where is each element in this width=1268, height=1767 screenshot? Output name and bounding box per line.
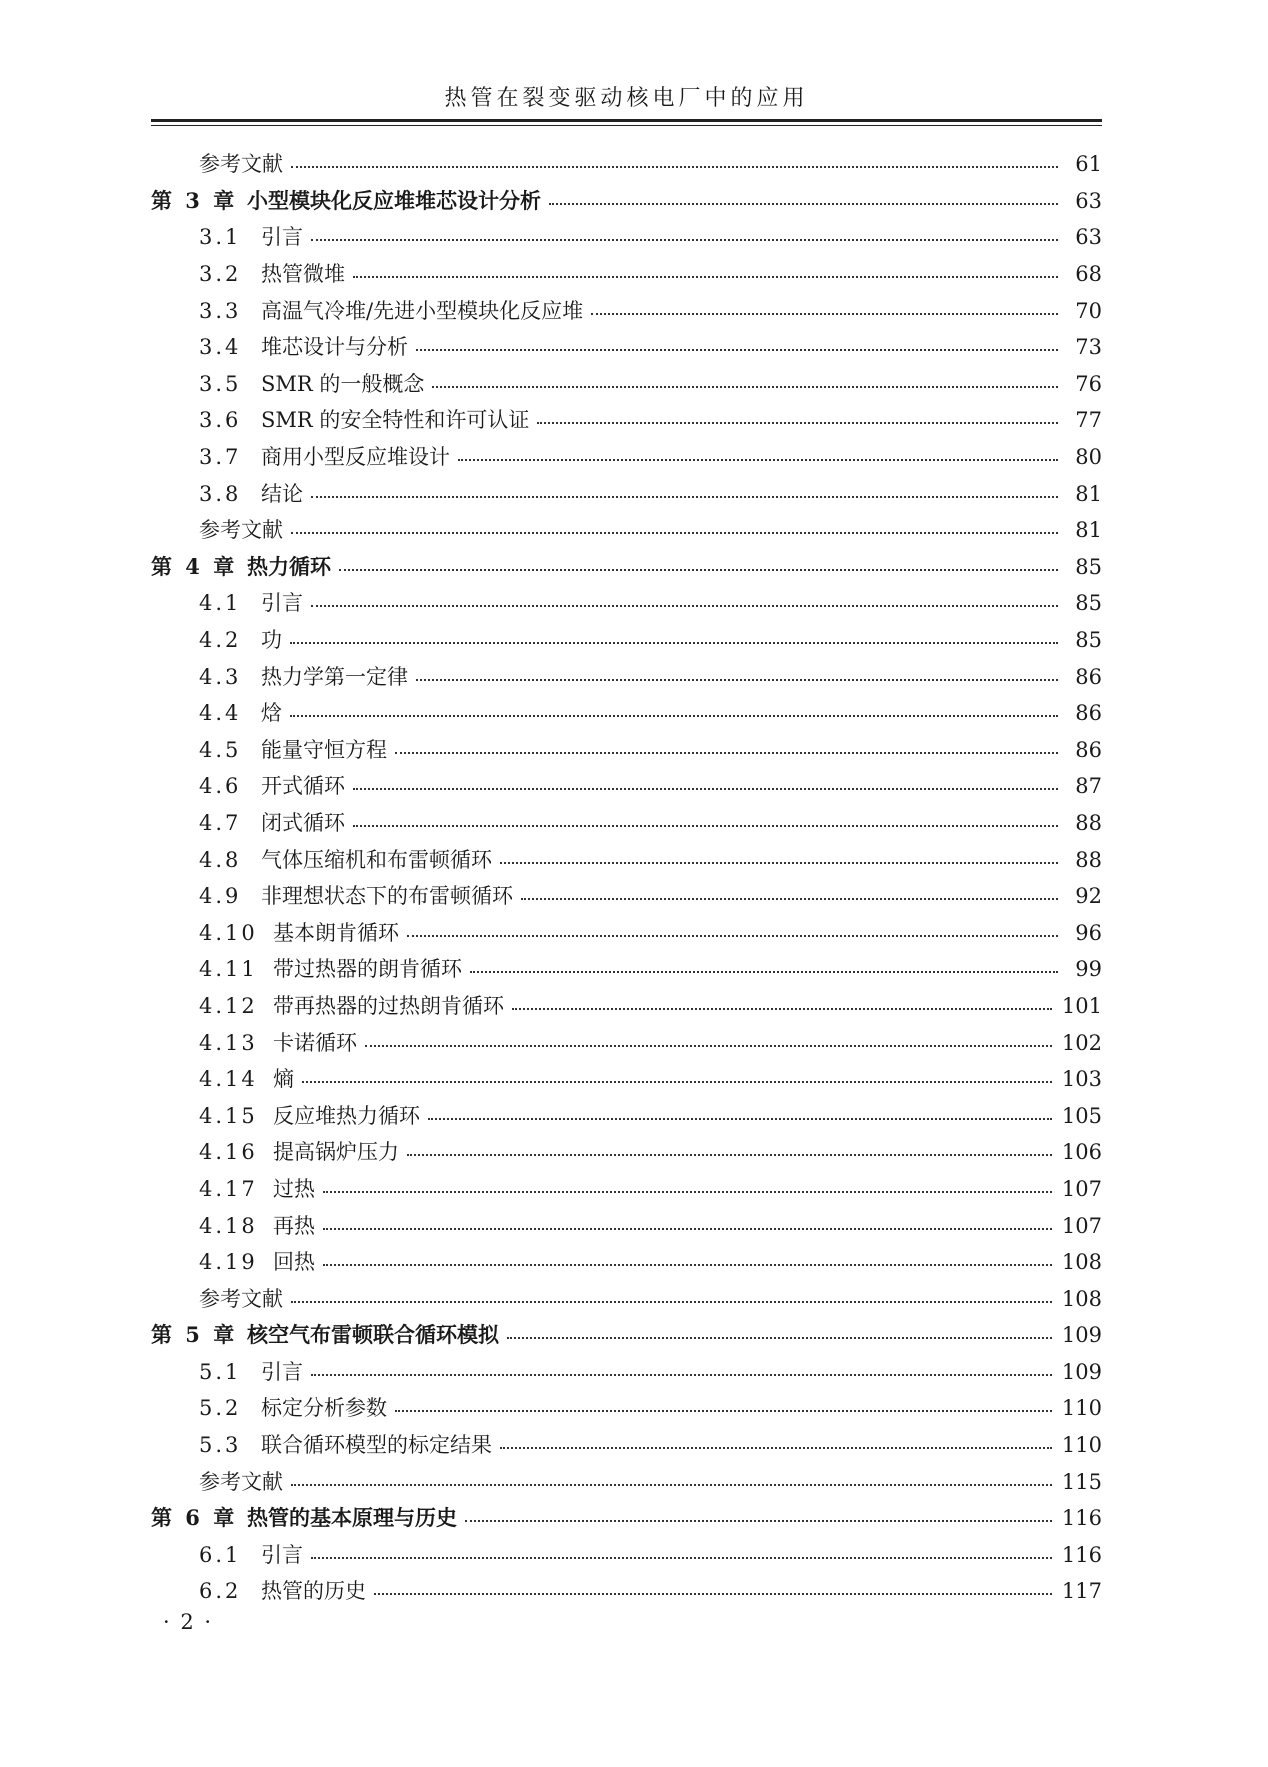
toc-entry-page-number: 68 [1075, 262, 1102, 287]
toc-entry-number: 6.1 [199, 1542, 242, 1567]
toc-entry-page-number: 86 [1075, 701, 1102, 726]
toc-entry-page-number: 86 [1075, 737, 1102, 762]
toc-entry-number: 4.5 [199, 737, 242, 762]
toc-entry-number: 4.3 [199, 664, 242, 689]
toc-entry-page-number: 105 [1061, 1103, 1102, 1128]
toc-section-entry [151, 1537, 1102, 1574]
toc-entry-title: 引言 [261, 1542, 303, 1567]
toc-entry-number: 第 3 章 [151, 187, 238, 213]
toc-entry-page-number: 73 [1075, 335, 1102, 360]
toc-entry-number: 3.8 [199, 481, 242, 506]
dot-leader [500, 862, 1058, 864]
toc-entry-title: 引言 [261, 225, 303, 250]
toc-entry-page-number: 107 [1061, 1213, 1102, 1238]
dot-leader [311, 239, 1058, 241]
toc-entry-number: 6.2 [199, 1579, 242, 1604]
toc-entry-title: 参考文献 [199, 518, 283, 543]
toc-entry-number: 4.18 [199, 1213, 258, 1238]
toc-entry-title: 参考文献 [199, 1286, 283, 1311]
header-rule-thick [151, 119, 1102, 122]
toc-entry-number: 4.1 [199, 591, 242, 616]
toc-references-entry [151, 1463, 1102, 1500]
toc-entry-page-number: 85 [1075, 591, 1102, 616]
dot-leader [365, 1045, 1052, 1047]
book-title: 热管在裂变驱动核电厂中的应用 [444, 86, 809, 111]
toc-chapter-entry [151, 1317, 1102, 1354]
toc-section-entry [151, 366, 1102, 403]
dot-leader [291, 166, 1058, 168]
toc-references-entry [151, 512, 1102, 549]
dot-leader [416, 679, 1058, 681]
dot-leader [591, 313, 1058, 315]
dot-leader [395, 1410, 1052, 1412]
toc-entry-page-number: 109 [1061, 1359, 1102, 1384]
dot-leader [302, 1081, 1052, 1083]
toc-entry-page-number: 115 [1061, 1469, 1102, 1494]
dot-leader [500, 1447, 1052, 1449]
dot-leader [432, 386, 1058, 388]
dot-leader [470, 971, 1058, 973]
toc-section-entry [151, 1097, 1102, 1134]
toc-entry-page-number: 103 [1061, 1067, 1102, 1092]
toc-entry-page-number: 80 [1075, 445, 1102, 470]
dot-leader [290, 642, 1058, 644]
toc-references-entry [151, 1280, 1102, 1317]
toc-entry-title: 小型模块化反应堆堆芯设计分析 [247, 187, 541, 213]
toc-chapter-entry [151, 1500, 1102, 1537]
toc-entry-title: 带过热器的朗肯循环 [273, 957, 462, 982]
toc-entry-number: 4.4 [199, 701, 242, 726]
toc-entry-page-number: 99 [1075, 957, 1102, 982]
toc-entry-number: 4.8 [199, 847, 242, 872]
toc-entry-title: 能量守恒方程 [261, 737, 387, 762]
dot-leader [428, 1118, 1052, 1120]
dot-leader [339, 569, 1058, 571]
toc-section-entry [151, 439, 1102, 476]
toc-entry-number: 第 5 章 [151, 1322, 238, 1348]
toc-entry-title: 闭式循环 [261, 810, 345, 835]
toc-entry-number: 4.19 [199, 1250, 258, 1275]
toc-entry-title: 带再热器的过热朗肯循环 [273, 993, 504, 1018]
toc-entry-title: 联合循环模型的标定结果 [261, 1433, 492, 1458]
dot-leader [407, 935, 1058, 937]
toc-entry-page-number: 63 [1075, 225, 1102, 250]
toc-entry-page-number: 70 [1075, 298, 1102, 323]
toc-entry-title: SMR 的一般概念 [261, 371, 425, 396]
toc-entry-page-number: 87 [1075, 774, 1102, 799]
toc-entry-page-number: 85 [1075, 628, 1102, 653]
dot-leader [323, 1228, 1052, 1230]
toc-entry-number: 3.2 [199, 262, 242, 287]
toc-entry-page-number: 61 [1075, 152, 1102, 177]
toc-entry-page-number: 81 [1075, 481, 1102, 506]
toc-entry-page-number: 81 [1075, 518, 1102, 543]
toc-entry-number: 3.7 [199, 445, 242, 470]
toc-entry-number: 4.15 [199, 1103, 258, 1128]
toc-entry-title: 标定分析参数 [261, 1396, 387, 1421]
toc-entry-number: 4.16 [199, 1140, 258, 1165]
toc-entry-title: 堆芯设计与分析 [261, 335, 408, 360]
toc-entry-number: 第 6 章 [151, 1505, 238, 1531]
toc-section-entry [151, 475, 1102, 512]
dot-leader [416, 349, 1058, 351]
toc-entry-title: 热力循环 [247, 553, 331, 579]
toc-entry-title: 过热 [273, 1176, 315, 1201]
toc-entry-title: 开式循环 [261, 774, 345, 799]
toc-section-entry [151, 1354, 1102, 1391]
dot-leader [374, 1593, 1052, 1595]
toc-entry-title: 热管的历史 [261, 1579, 366, 1604]
toc-entry-number: 3.4 [199, 335, 242, 360]
toc-section-entry [151, 622, 1102, 659]
toc-section-entry [151, 1573, 1102, 1610]
toc-entry-title: 反应堆热力循环 [273, 1103, 420, 1128]
toc-section-entry [151, 1171, 1102, 1208]
toc-entry-number: 5.1 [199, 1359, 242, 1384]
toc-entry-page-number: 108 [1061, 1286, 1102, 1311]
toc-entry-title: 气体压缩机和布雷顿循环 [261, 847, 492, 872]
toc-entry-title: 焓 [261, 701, 282, 726]
dot-leader [323, 1264, 1052, 1266]
toc-references-entry [151, 146, 1102, 183]
toc-entry-title: 引言 [261, 1359, 303, 1384]
dot-leader [395, 752, 1058, 754]
dot-leader [353, 825, 1058, 827]
toc-entry-page-number: 117 [1061, 1579, 1102, 1604]
dot-leader [407, 1154, 1052, 1156]
dot-leader [465, 1520, 1052, 1522]
toc-entry-number: 4.11 [199, 957, 258, 982]
dot-leader [323, 1191, 1052, 1193]
dot-leader [458, 459, 1058, 461]
toc-section-entry [151, 585, 1102, 622]
toc-entry-title: 参考文献 [199, 152, 283, 177]
dot-leader [311, 496, 1058, 498]
toc-section-entry [151, 805, 1102, 842]
toc-entry-number: 4.14 [199, 1067, 258, 1092]
toc-section-entry [151, 841, 1102, 878]
toc-entry-page-number: 102 [1061, 1030, 1102, 1055]
toc-section-entry [151, 951, 1102, 988]
toc-entry-number: 3.5 [199, 371, 242, 396]
toc-entry-page-number: 88 [1075, 810, 1102, 835]
dot-leader [311, 605, 1058, 607]
toc-section-entry [151, 1024, 1102, 1061]
toc-entry-title: 功 [261, 628, 282, 653]
toc-entry-number: 5.2 [199, 1396, 242, 1421]
toc-entry-page-number: 77 [1075, 408, 1102, 433]
toc-section-entry [151, 658, 1102, 695]
toc-entry-page-number: 85 [1075, 554, 1102, 579]
toc-entry-number: 3.6 [199, 408, 242, 433]
toc-entry-title: 参考文献 [199, 1469, 283, 1494]
toc-entry-page-number: 96 [1075, 920, 1102, 945]
toc-entry-page-number: 88 [1075, 847, 1102, 872]
table-of-contents [151, 146, 1102, 1610]
toc-entry-title: 核空气布雷顿联合循环模拟 [247, 1322, 499, 1348]
toc-entry-page-number: 92 [1075, 884, 1102, 909]
toc-section-entry [151, 1244, 1102, 1281]
toc-entry-page-number: 109 [1061, 1323, 1102, 1348]
toc-entry-title: 引言 [261, 591, 303, 616]
toc-entry-page-number: 106 [1061, 1140, 1102, 1165]
dot-leader [311, 1557, 1052, 1559]
dot-leader [512, 1008, 1052, 1010]
toc-entry-page-number: 76 [1075, 371, 1102, 396]
toc-entry-title: 提高锅炉压力 [273, 1140, 399, 1165]
toc-entry-title: 商用小型反应堆设计 [261, 445, 450, 470]
toc-section-entry [151, 292, 1102, 329]
toc-entry-title: 再热 [273, 1213, 315, 1238]
toc-entry-number: 4.13 [199, 1030, 258, 1055]
dot-leader [353, 788, 1058, 790]
toc-entry-page-number: 107 [1061, 1176, 1102, 1201]
toc-entry-title: 热管微堆 [261, 262, 345, 287]
dot-leader [291, 1301, 1052, 1303]
toc-entry-title: 熵 [273, 1067, 294, 1092]
toc-chapter-entry [151, 549, 1102, 586]
toc-entry-page-number: 63 [1075, 188, 1102, 213]
toc-entry-title: 高温气冷堆/先进小型模块化反应堆 [261, 298, 584, 323]
toc-entry-title: SMR 的安全特性和许可认证 [261, 408, 530, 433]
toc-entry-title: 热管的基本原理与历史 [247, 1505, 457, 1531]
toc-entry-number: 3.1 [199, 225, 242, 250]
toc-section-entry [151, 695, 1102, 732]
toc-entry-number: 5.3 [199, 1433, 242, 1458]
toc-section-entry [151, 914, 1102, 951]
toc-entry-page-number: 101 [1061, 993, 1102, 1018]
toc-section-entry [151, 1427, 1102, 1464]
toc-entry-number: 4.9 [199, 884, 242, 909]
toc-entry-number: 4.2 [199, 628, 242, 653]
toc-entry-title: 卡诺循环 [273, 1030, 357, 1055]
toc-entry-title: 热力学第一定律 [261, 664, 408, 689]
toc-section-entry [151, 329, 1102, 366]
toc-entry-page-number: 116 [1061, 1542, 1102, 1567]
toc-section-entry [151, 256, 1102, 293]
toc-section-entry [151, 1207, 1102, 1244]
toc-entry-page-number: 108 [1061, 1250, 1102, 1275]
toc-section-entry [151, 768, 1102, 805]
dot-leader [290, 715, 1058, 717]
toc-entry-number: 4.17 [199, 1176, 258, 1201]
dot-leader [549, 203, 1058, 205]
toc-entry-title: 非理想状态下的布雷顿循环 [261, 884, 513, 909]
dot-leader [291, 532, 1058, 534]
toc-section-entry [151, 732, 1102, 769]
dot-leader [521, 898, 1058, 900]
toc-entry-page-number: 110 [1061, 1433, 1102, 1458]
toc-entry-number: 4.7 [199, 810, 242, 835]
toc-entry-title: 基本朗肯循环 [273, 920, 399, 945]
page-number: · 2 · [163, 1610, 214, 1634]
running-header [151, 84, 1102, 120]
toc-entry-title: 结论 [261, 481, 303, 506]
toc-section-entry [151, 1390, 1102, 1427]
dot-leader [537, 422, 1058, 424]
toc-entry-number: 第 4 章 [151, 553, 238, 579]
toc-section-entry [151, 402, 1102, 439]
toc-section-entry [151, 1134, 1102, 1171]
header-rule-thin [151, 125, 1102, 126]
toc-entry-number: 4.6 [199, 774, 242, 799]
dot-leader [291, 1484, 1052, 1486]
dot-leader [353, 276, 1058, 278]
toc-entry-number: 3.3 [199, 298, 242, 323]
toc-entry-number: 4.10 [199, 920, 258, 945]
toc-entry-page-number: 116 [1061, 1506, 1102, 1531]
dot-leader [311, 1374, 1052, 1376]
toc-chapter-entry [151, 183, 1102, 220]
toc-entry-title: 回热 [273, 1250, 315, 1275]
toc-section-entry [151, 878, 1102, 915]
toc-section-entry [151, 988, 1102, 1025]
toc-section-entry [151, 219, 1102, 256]
dot-leader [507, 1337, 1052, 1339]
toc-section-entry [151, 1061, 1102, 1098]
toc-entry-number: 4.12 [199, 993, 258, 1018]
toc-entry-page-number: 110 [1061, 1396, 1102, 1421]
toc-entry-page-number: 86 [1075, 664, 1102, 689]
